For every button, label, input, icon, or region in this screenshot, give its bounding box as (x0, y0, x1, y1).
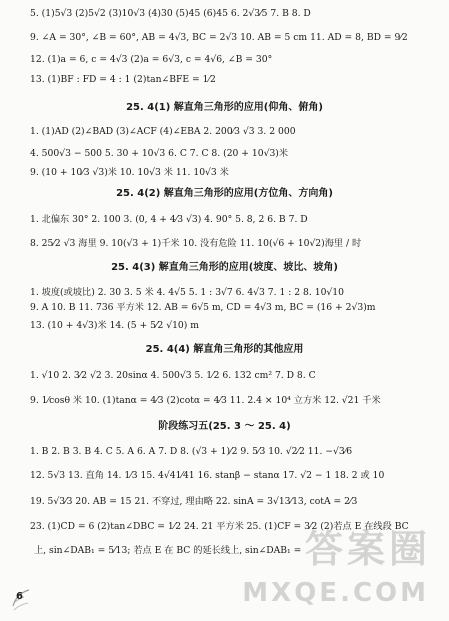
answer-line: 1. (1)AD (2)∠BAD (3)∠ACF (4)∠EBA 2. 200⁄3 √3 3. 2 000 (30, 126, 296, 137)
answer-line: 1. 坡度(或坡比) 2. 30 3. 5 米 4. 4√5 5. 1 : 3√7 6. 4√3 7. 1 : 2 8. 10√10 (30, 287, 344, 298)
answer-line: 9. A 10. B 11. 736 平方米 12. AB = 6√5 m, CD = 4√3 m, BC = (16 + 2√3)m (30, 302, 376, 313)
section-heading: 25. 4(3) 解直角三角形的应用(坡度、坡比、坡角) (111, 262, 338, 273)
answer-line: 19. 5√3⁄3 20. AB = 15 21. 不穿过, 理由略 22. sinA = 3√13⁄13, cotA = 2⁄3 (30, 496, 358, 507)
answer-line: 23. (1)CD = 6 (2)tan∠DBC = 1⁄2 24. 21 平方米 25. (1)CF = 3⁄2 (2)若点 E 在线段 BC (30, 521, 409, 532)
answer-line: 上, sin∠DAB₁ = 5⁄13; 若点 E 在 BC 的延长线上, sin∠DAB₁ = (34, 545, 302, 556)
answer-line: 1. √10 2. 3⁄2 √2 3. 20sinα 4. 500√3 5. 1⁄2 6. 132 cm² 7. D 8. C (30, 370, 316, 381)
answer-line: 13. (10 + 4√3)米 14. (5 + 5⁄2 √10) m (30, 320, 199, 331)
page-number: 6 (16, 591, 23, 602)
answer-line: 13. (1)BF : FD = 4 : 1 (2)tan∠BFE = 1⁄2 (30, 74, 216, 85)
section-heading: 25. 4(2) 解直角三角形的应用(方位角、方向角) (116, 188, 333, 199)
answer-line: 9. 1⁄cosθ 米 10. (1)tanα = 4⁄3 (2)cotα = 4⁄3 11. 2.4 × 10⁴ 立方米 12. √21 千米 (30, 395, 381, 406)
section-heading: 25. 4(1) 解直角三角形的应用(仰角、俯角) (126, 102, 323, 113)
answer-line: 5. (1)5√3 (2)5√2 (3)10√3 (4)30 (5)45 (6)45 6. 2√3⁄5 7. B 8. D (30, 8, 311, 19)
section-heading: 25. 4(4) 解直角三角形的其他应用 (145, 344, 304, 355)
answer-line: 9. (10 + 10⁄3 √3)米 10. 10√3 米 11. 10√3 米 (30, 167, 229, 178)
watermark-url: MXQE.COM (242, 578, 429, 608)
answer-line: 12. (1)a = 6, c = 4√3 (2)a = 6√3, c = 4√6, ∠B = 30° (30, 54, 273, 65)
answer-line: 4. 500√3 − 500 5. 30 + 10√3 6. C 7. C 8. (20 + 10√3)米 (30, 148, 289, 159)
answer-line: 1. B 2. B 3. B 4. C 5. A 6. A 7. D 8. (√3 + 1)⁄2 9. 5⁄3 10. √2⁄2 11. −√3⁄6 (30, 446, 353, 457)
watermark-logo: 答案圈 (304, 527, 431, 571)
answer-line: 1. 北偏东 30° 2. 100 3. (0, 4 + 4⁄3 √3) 4. 90° 5. 8, 2 6. B 7. D (30, 214, 308, 225)
section-heading: 阶段练习五(25. 3 ～ 25. 4) (158, 421, 291, 432)
answer-line: 8. 25⁄2 √3 海里 9. 10(√3 + 1)千米 10. 没有危险 11. 10(√6 + 10√2)海里 / 时 (30, 238, 362, 249)
answer-line: 9. ∠A = 30°, ∠B = 60°, AB = 4√3, BC = 2√3 10. AB = 5 cm 11. AD = 8, BD = 9⁄2 (30, 32, 408, 43)
answer-line: 12. 5√3 13. 直角 14. 1⁄3 15. 4√41⁄41 16. stanβ − stanα 17. √2 − 1 18. 2 或 10 (30, 470, 385, 481)
